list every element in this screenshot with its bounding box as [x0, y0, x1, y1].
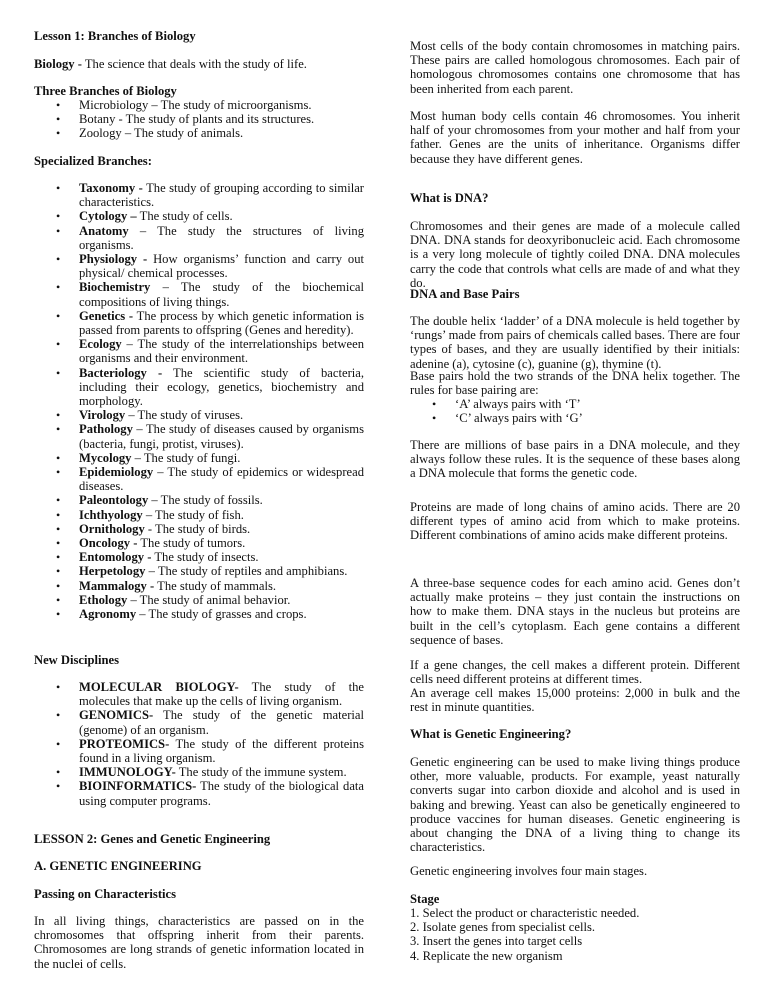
millions-paragraph: There are millions of base pairs in a DNA molecule, and they always follow these rules. It is the sequence of these bases along a DNA molecule that forms the genetic code.	[410, 438, 740, 481]
list-item: • Ethology – The study of animal behavior.	[34, 593, 364, 607]
list-item: • PROTEOMICS- The study of the different proteins found in a living organism.	[34, 737, 364, 765]
what-is-dna-title: What is DNA?	[410, 191, 489, 205]
base-pair-rules-list	[410, 397, 740, 425]
stages-list	[410, 906, 740, 963]
list-item: • Cytology – The study of cells.	[34, 209, 364, 223]
list-item: • Ichthyology – The study of fish.	[34, 508, 364, 522]
list-item: • ‘A’ always pairs with ‘T’	[410, 397, 740, 411]
three-branches-title: Three Branches of Biology	[34, 84, 177, 98]
list-item: • Paleontology – The study of fossils.	[34, 493, 364, 507]
list-item: • Ornithology - The study of birds.	[34, 522, 364, 536]
dna-paragraph: Chromosomes and their genes are made of a molecule called DNA. DNA stands for deoxyribonucleic acid. Each chromosome is a very long molecule of tightly coiled DNA. DNA molecules carry the code that controls what cells are made of and what they do.	[410, 219, 740, 290]
list-item: 2. Isolate genes from specialist cells.	[410, 920, 596, 935]
list-item: • Epidemiology – The study of epidemics or widespread diseases.	[34, 465, 364, 493]
list-item: • IMMUNOLOGY- The study of the immune system.	[34, 765, 364, 779]
list-item: • MOLECULAR BIOLOGY- The study of the molecules that make up the cells of living organism.	[34, 680, 364, 708]
list-item: • Entomology - The study of insects.	[34, 550, 364, 564]
lesson1-title: Lesson 1: Branches of Biology	[34, 29, 196, 43]
section-a-title: A. GENETIC ENGINEERING	[34, 859, 202, 873]
proteins-paragraph: Proteins are made of long chains of amino acids. There are 20 different types of amino acid from which to make proteins. Different combinations of amino acids make different proteins.	[410, 500, 740, 543]
list-item: • Microbiology – The study of microorganisms.	[34, 98, 364, 112]
list-item: • Physiology - How organisms’ function and carry out physical/ chemical processes.	[34, 252, 364, 280]
specialized-title: Specialized Branches:	[34, 154, 152, 168]
list-item: • Bacteriology - The scientific study of bacteria, including their ecology, genetics, biochemistry and morphology.	[34, 366, 364, 409]
biology-text: The science that deals with the study of life.	[81, 57, 307, 71]
stage-title: Stage	[410, 892, 440, 906]
new-disciplines-title: New Disciplines	[34, 653, 120, 667]
biology-definition	[34, 57, 364, 71]
list-item: • Oncology - The study of tumors.	[34, 536, 364, 550]
list-item: • Agronomy – The study of grasses and crops.	[34, 607, 364, 621]
list-item: • Genetics - The process by which genetic information is passed from parents to offspring (Genes and heredity).	[34, 309, 364, 337]
three-base-paragraph: A three-base sequence codes for each amino acid. Genes don’t actually make proteins – they just contain the instructions on how to make them. DNA stays in the nucleus but proteins are built in the cell’s cytoplasm. Each gene contains a different sequence of bases.	[410, 576, 740, 647]
list-item: • ‘C’ always pairs with ‘G’	[410, 411, 740, 425]
base-pairs-paragraph: Base pairs hold the two strands of the DNA helix together. The rules for base pairing are:	[410, 369, 740, 398]
list-item: • Taxonomy - The study of grouping according to similar characteristics.	[34, 181, 364, 209]
lesson2-title: LESSON 2: Genes and Genetic Engineering	[34, 832, 271, 846]
list-item: • Zoology – The study of animals.	[34, 126, 364, 140]
list-item: 4. Replicate the new organism	[410, 948, 563, 963]
list-item: • Pathology – The study of diseases caused by organisms (bacteria, fungi, protist, viruses).	[34, 422, 364, 450]
specialized-list	[34, 181, 364, 621]
new-disciplines-list	[34, 680, 364, 808]
dna-base-pairs-title: DNA and Base Pairs	[410, 287, 520, 301]
genetic-engineering-paragraph: Genetic engineering can be used to make living things produce other, more valuable, products. For example, yeast naturally converts sugar into carbon dioxide and alcohol and is used in baking and brewing. Yeast can also be genetically engineered to produce vaccines for human diseases. Genetic engineering is about changing the DNA of a living thing to change its characteristics.	[410, 755, 740, 855]
gene-change-paragraph: If a gene changes, the cell makes a different protein. Different cells need different proteins at different times.	[410, 658, 740, 687]
list-item: • Mycology – The study of fungi.	[34, 451, 364, 465]
list-item: • Biochemistry – The study of the biochemical compositions of living things.	[34, 280, 364, 308]
list-item: • Anatomy – The study the structures of living organisms.	[34, 224, 364, 252]
what-is-genetic-engineering-title: What is Genetic Engineering?	[410, 727, 572, 741]
list-item: • Ecology – The study of the interrelationships between organisms and their environment.	[34, 337, 364, 365]
four-stages-paragraph: Genetic engineering involves four main stages.	[410, 864, 648, 878]
list-item: 1. Select the product or characteristic needed.	[410, 906, 640, 920]
list-item: • Mammalogy - The study of mammals.	[34, 579, 364, 593]
average-cell-paragraph: An average cell makes 15,000 proteins: 2,000 in bulk and the rest in minute quantities.	[410, 686, 740, 715]
three-branches-list	[34, 98, 364, 141]
biology-term: Biology -	[34, 57, 82, 71]
list-item: 3. Insert the genes into target cells	[410, 934, 583, 949]
passing-title: Passing on Characteristics	[34, 887, 177, 901]
list-item: • GENOMICS- The study of the genetic material (genome) of an organism.	[34, 708, 364, 736]
chromosomes-46-paragraph: Most human body cells contain 46 chromosomes. You inherit half of your chromosomes from your mother and half from your father. Genes are the units of inheritance. Organisms differ because they have different genes.	[410, 109, 740, 166]
list-item: • Botany - The study of plants and its structures.	[34, 112, 364, 126]
list-item: • BIOINFORMATICS- The study of the biological data using computer programs.	[34, 779, 364, 807]
list-item: • Herpetology – The study of reptiles and amphibians.	[34, 564, 364, 578]
passing-paragraph: In all living things, characteristics are passed on in the chromosomes that offspring inherit from their parents. Chromosomes are long strands of genetic information located in the nuclei of cells.	[34, 914, 364, 971]
list-item: • Virology – The study of viruses.	[34, 408, 364, 422]
helix-paragraph: The double helix ‘ladder’ of a DNA molecule is held together by ‘rungs’ made from pairs of chemicals called bases. There are four types of bases, and they are usually identified by their initials: adenine (a), cytosine (c), guanine (g), thymine (t).	[410, 314, 740, 371]
homologous-paragraph: Most cells of the body contain chromosomes in matching pairs. These pairs are called homologous chromosomes. Each pair of homologous chromosomes contains one chromosome that has been inherited from each parent.	[410, 39, 740, 96]
